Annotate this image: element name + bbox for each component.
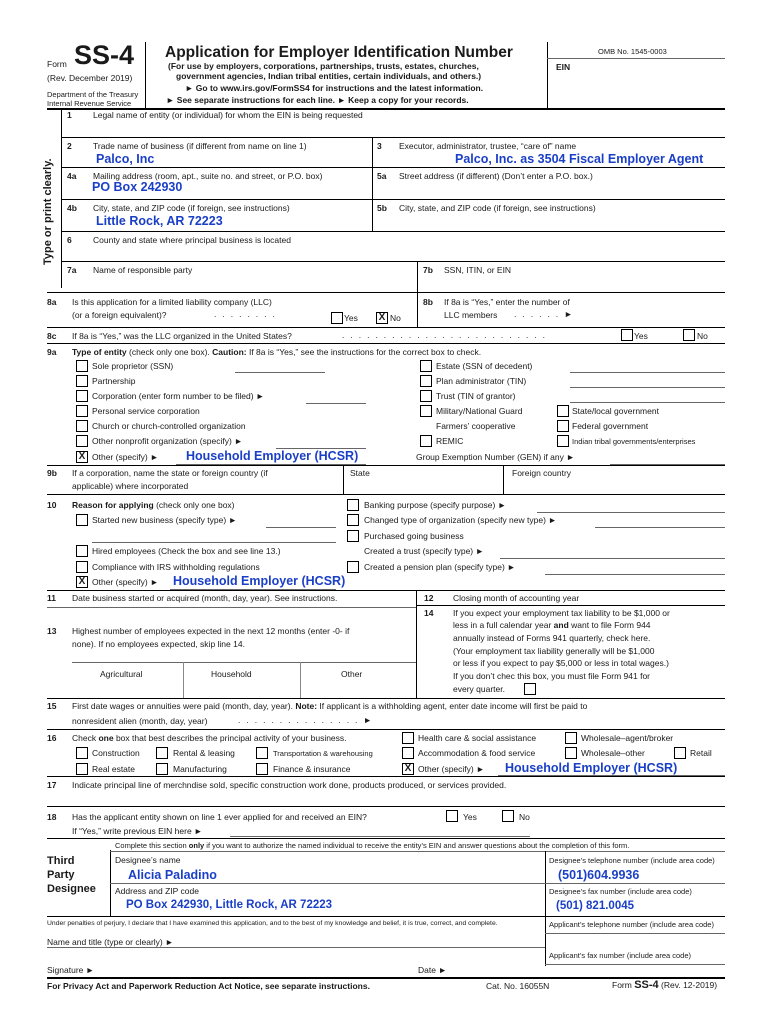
line-2-number: 2 — [67, 141, 72, 151]
third-party-label-1: Third — [47, 855, 75, 867]
care-of-value[interactable]: Palco, Inc. as 3504 Fiscal Employer Agent — [455, 152, 704, 166]
changed-type-label: Changed type of organization (specify new type) ► — [364, 515, 557, 525]
designee-name-label: Designee’s name — [115, 855, 181, 865]
line-10-number: 10 — [47, 500, 57, 510]
line-4b-number: 4b — [67, 203, 77, 213]
state-local-checkbox[interactable] — [557, 405, 569, 417]
8c-no-label: No — [697, 331, 708, 341]
line-14-text-2: less in a full calendar year and want to file Form 944 — [453, 620, 651, 630]
applicant-phone-label: Applicant’s telephone number (include area code) — [549, 920, 714, 929]
estate-label: Estate (SSN of decedent) — [436, 361, 533, 371]
line-4a-label: Mailing address (room, apt., suite no. and street, or P.O. box) — [93, 171, 323, 181]
line-8a-label-2: (or a foreign equivalent)? — [72, 310, 167, 320]
military-checkbox[interactable] — [420, 405, 432, 417]
banking-label: Banking purpose (specify purpose) ► — [364, 500, 507, 510]
trust-label: Trust (TIN of grantor) — [436, 391, 516, 401]
line-8a-number: 8a — [47, 297, 57, 307]
third-party-intro: Complete this section only if you want to authorize the named individual to receive the entity’s EIN and answer questions about the completion of this form. — [115, 841, 630, 850]
line-6-number: 6 — [67, 235, 72, 245]
rental-checkbox[interactable] — [156, 747, 168, 759]
line-3-label: Executor, administrator, trustee, “care of” name — [399, 141, 577, 151]
line-18-number: 18 — [47, 812, 57, 822]
real-estate-checkbox[interactable] — [76, 763, 88, 775]
footer-form-ref: Form SS-4 (Rev. 12-2019) — [612, 979, 718, 991]
omb-number: OMB No. 1545-0003 — [598, 47, 667, 56]
hired-employees-checkbox[interactable] — [76, 545, 88, 557]
line-10-label: Reason for applying (check only one box) — [72, 500, 235, 510]
form-label: Form — [47, 59, 67, 69]
real-estate-label: Real estate — [92, 764, 135, 774]
18-yes-label: Yes — [463, 812, 477, 822]
line-14-text-3: annually instead of Forms 941 quarterly, check here. — [453, 633, 651, 643]
nonprofit-checkbox[interactable] — [76, 435, 88, 447]
transportation-label: Transportation & warehousing — [273, 749, 373, 758]
remic-label: REMIC — [436, 436, 464, 446]
line-9b-number: 9b — [47, 468, 57, 478]
purchased-label: Purchased going business — [364, 531, 464, 541]
line-4b-label: City, state, and ZIP code (if foreign, see instructions) — [93, 203, 290, 213]
pension-label: Created a pension plan (specify type) ► — [364, 562, 516, 572]
church-label: Church or church-controlled organization — [92, 421, 246, 431]
8c-yes-checkbox[interactable] — [621, 329, 633, 341]
line-8b-number: 8b — [423, 297, 433, 307]
rev-date: (Rev. December 2019) — [47, 73, 133, 83]
accommodation-checkbox[interactable] — [402, 747, 414, 759]
wholesale-agent-checkbox[interactable] — [565, 732, 577, 744]
trust-checkbox[interactable] — [420, 390, 432, 402]
18-yes-checkbox[interactable] — [446, 810, 458, 822]
compliance-checkbox[interactable] — [76, 561, 88, 573]
finance-checkbox[interactable] — [256, 763, 268, 775]
other-entity-checkbox[interactable]: X — [76, 451, 88, 463]
church-checkbox[interactable] — [76, 420, 88, 432]
pension-checkbox[interactable] — [347, 561, 359, 573]
ein-label: EIN — [556, 62, 571, 72]
indian-tribal-checkbox[interactable] — [557, 435, 569, 447]
designee-address-value[interactable]: PO Box 242930, Little Rock, AR 72223 — [126, 899, 333, 911]
wholesale-agent-label: Wholesale–agent/broker — [581, 733, 674, 743]
line-9a-label: Type of entity (check only one box). Caution: If 8a is “Yes,” see the instructions for the correct box to check. — [72, 347, 482, 357]
other-activity-label: Other (specify) ► — [418, 764, 485, 774]
line-12-number: 12 — [424, 593, 434, 603]
manufacturing-label: Manufacturing — [173, 764, 227, 774]
dept-treasury: Department of the Treasury — [47, 90, 139, 99]
trade-name-value[interactable]: Palco, Inc — [96, 152, 155, 166]
line-15-number: 15 — [47, 701, 57, 711]
purchased-checkbox[interactable] — [347, 530, 359, 542]
line-13-label-2: none). If no employees expected, skip line 14. — [72, 639, 245, 649]
line-14-text-7: every quarter. — [453, 684, 505, 694]
psc-checkbox[interactable] — [76, 405, 88, 417]
line-18-label-2: If “Yes,” write previous EIN here ► — [72, 826, 203, 836]
line-1-number: 1 — [67, 110, 72, 120]
federal-checkbox[interactable] — [557, 420, 569, 432]
line-5a-number: 5a — [377, 171, 387, 181]
plan-admin-label: Plan administrator (TIN) — [436, 376, 527, 386]
state-local-label: State/local government — [572, 406, 659, 416]
wholesale-other-label: Wholesale–other — [581, 748, 645, 758]
line-14-text-5: or less if you expect to pay $5,000 or less in total wages.) — [453, 658, 669, 668]
line-5b-number: 5b — [377, 203, 387, 213]
corporation-label: Corporation (enter form number to be filed) ► — [92, 391, 265, 401]
line-8c-label: If 8a is “Yes,” was the LLC organized in the United States? — [72, 331, 292, 341]
started-business-checkbox[interactable] — [76, 514, 88, 526]
line-18-label-1: Has the applicant entity shown on line 1 ever applied for and received an EIN? — [72, 812, 367, 822]
designee-address-label: Address and ZIP code — [115, 886, 199, 896]
designee-fax-value[interactable]: (501) 821.0045 — [556, 900, 635, 912]
designee-phone-label: Designee’s telephone number (include area code) — [549, 856, 715, 865]
perjury-statement: Under penalties of perjury, I declare that I have examined this application, and to the best of my knowledge and belief, it is true, correct, and complete. — [47, 920, 498, 927]
subtitle-4: ► See separate instructions for each line. ► Keep a copy for your records. — [166, 95, 469, 105]
agricultural-label: Agricultural — [100, 669, 143, 679]
cat-number: Cat. No. 16055N — [486, 981, 550, 991]
line-12-label: Closing month of accounting year — [453, 593, 580, 603]
line-11-number: 11 — [47, 593, 56, 603]
line-14-number: 14 — [424, 608, 434, 618]
line-14-text-1: If you expect your employment tax liability to be $1,000 or — [453, 608, 670, 618]
manufacturing-checkbox[interactable] — [156, 763, 168, 775]
line-9b-label-2: applicable) where incorporated — [72, 481, 189, 491]
line-13-label-1: Highest number of employees expected in the next 12 months (enter -0- if — [72, 626, 350, 636]
form-number: SS-4 — [74, 40, 135, 70]
line-16-number: 16 — [47, 733, 57, 743]
partnership-checkbox[interactable] — [76, 375, 88, 387]
other-reason-checkbox[interactable]: X — [76, 576, 88, 588]
reason-other-value[interactable]: Household Employer (HCSR) — [173, 574, 346, 588]
line-5a-label: Street address (if different) (Don’t enter a P.O. box.) — [399, 171, 593, 181]
line-17-label: Indicate principal line of merchndise sold, specific construction work done, products produced, or services provided. — [72, 780, 507, 790]
foreign-country-label: Foreign country — [512, 468, 572, 478]
line-11-label: Date business started or acquired (month, day, year). See instructions. — [72, 593, 338, 603]
8c-yes-label: Yes — [634, 331, 648, 341]
line-13-number: 13 — [47, 626, 57, 636]
line-9b-label-1: If a corporation, name the state or foreign country (if — [72, 468, 268, 478]
line-2-label: Trade name of business (if different from name on line 1) — [93, 141, 307, 151]
line-8c-number: 8c — [47, 331, 57, 341]
8a-yes-label: Yes — [344, 313, 358, 323]
line-16-label: Check one box that best describes the principal activity of your business. — [72, 733, 347, 743]
started-business-label: Started new business (specify type) ► — [92, 515, 237, 525]
line-8a-leader: ........ — [214, 309, 281, 319]
health-care-label: Health care & social assistance — [418, 733, 537, 743]
mailing-address-value[interactable]: PO Box 242930 — [92, 180, 183, 194]
type-or-print-label: Type or print clearly. — [42, 158, 54, 265]
state-label: State — [350, 468, 370, 478]
applicant-fax-label: Applicant’s fax number (include area code) — [549, 951, 692, 960]
18-no-checkbox[interactable] — [502, 810, 514, 822]
designee-name-value[interactable]: Alicia Paladino — [128, 868, 217, 882]
accommodation-label: Accommodation & food service — [418, 748, 536, 758]
activity-other-value[interactable]: Household Employer (HCSR) — [505, 761, 678, 775]
other-entity-label: Other (specify) ► — [92, 452, 159, 462]
designee-fax-label: Designee’s fax number (include area code) — [549, 887, 692, 896]
banking-checkbox[interactable] — [347, 499, 359, 511]
transportation-checkbox[interactable] — [256, 747, 268, 759]
other-activity-checkbox[interactable]: X — [402, 763, 414, 775]
subtitle-3: ► Go to www.irs.gov/FormSS4 for instructions and the latest information. — [185, 83, 484, 93]
designee-phone-value[interactable]: (501)604.9936 — [558, 868, 640, 882]
form-944-checkbox[interactable] — [524, 683, 536, 695]
line-4a-number: 4a — [67, 171, 77, 181]
rental-label: Rental & leasing — [173, 748, 235, 758]
construction-label: Construction — [92, 748, 140, 758]
line-7a-label: Name of responsible party — [93, 265, 193, 275]
line-7b-label: SSN, ITIN, or EIN — [444, 265, 512, 275]
indian-tribal-label: Indian tribal governments/enterprises — [572, 437, 696, 446]
third-party-label-3: Designee — [47, 883, 96, 895]
farmers-coop-label: Farmers’ cooperative — [436, 421, 516, 431]
line-17-number: 17 — [47, 780, 57, 790]
line-8b-leader: ......► — [514, 309, 579, 319]
line-8c-leader: ......................... — [342, 330, 552, 340]
hired-employees-label: Hired employees (Check the box and see line 13.) — [92, 546, 281, 556]
line-9a-number: 9a — [47, 347, 57, 357]
8a-no-label: No — [390, 313, 401, 323]
subtitle-2: government agencies, Indian tribal entities, certain individuals, and others.) — [176, 71, 482, 81]
other-employees-label: Other — [341, 669, 363, 679]
created-trust-label: Created a trust (specify type) ► — [364, 546, 484, 556]
partnership-label: Partnership — [92, 376, 136, 386]
line-6-label: County and state where principal business is located — [93, 235, 291, 245]
wholesale-other-checkbox[interactable] — [565, 747, 577, 759]
line-8b-label-1: If 8a is “Yes,” enter the number of — [444, 297, 570, 307]
form-title: Application for Employer Identification Number — [165, 44, 513, 61]
line-15-leader: ...............► — [238, 715, 378, 725]
8a-no-checkbox[interactable]: X — [376, 312, 388, 324]
third-party-label-2: Party — [47, 869, 75, 881]
federal-label: Federal government — [572, 421, 649, 431]
retail-checkbox[interactable] — [674, 747, 686, 759]
remic-checkbox[interactable] — [420, 435, 432, 447]
subtitle-1: (For use by employers, corporations, partnerships, trusts, estates, churches, — [168, 61, 479, 71]
8c-no-checkbox[interactable] — [683, 329, 695, 341]
sole-proprietor-label: Sole proprietor (SSN) — [92, 361, 174, 371]
health-care-checkbox[interactable] — [402, 732, 414, 744]
changed-type-checkbox[interactable] — [347, 514, 359, 526]
line-3-number: 3 — [377, 141, 382, 151]
compliance-label: Compliance with IRS withholding regulations — [92, 562, 260, 572]
18-no-label: No — [519, 812, 530, 822]
date-label: Date ► — [418, 965, 447, 975]
line-5b-label: City, state, and ZIP code (if foreign, see instructions) — [399, 203, 596, 213]
household-label: Household — [211, 669, 252, 679]
line-7a-number: 7a — [67, 265, 77, 275]
finance-label: Finance & insurance — [273, 764, 351, 774]
line-14-text-4: (Your employment tax liability generally will be $1,000 — [453, 646, 655, 656]
8a-yes-checkbox[interactable] — [331, 312, 343, 324]
retail-label: Retail — [690, 748, 712, 758]
other-reason-label: Other (specify) ► — [92, 577, 159, 587]
plan-admin-checkbox[interactable] — [420, 375, 432, 387]
privacy-notice: For Privacy Act and Paperwork Reduction Act Notice, see separate instructions. — [47, 981, 370, 991]
estate-checkbox[interactable] — [420, 360, 432, 372]
line-8a-label-1: Is this application for a limited liability company (LLC) — [72, 297, 272, 307]
construction-checkbox[interactable] — [76, 747, 88, 759]
military-label: Military/National Guard — [436, 406, 523, 416]
dept-irs: Internal Revenue Service — [47, 99, 132, 108]
line-15-label-2: nonresident alien (month, day, year) — [72, 716, 208, 726]
nonprofit-label: Other nonprofit organization (specify) ► — [92, 436, 243, 446]
corporation-checkbox[interactable] — [76, 390, 88, 402]
line-8b-label-2: LLC members — [444, 310, 498, 320]
name-title-label: Name and title (type or clearly) ► — [47, 937, 174, 947]
line-1-label: Legal name of entity (or individual) for whom the EIN is being requested — [93, 110, 363, 120]
signature-label: Signature ► — [47, 965, 95, 975]
city-value[interactable]: Little Rock, AR 72223 — [96, 214, 223, 228]
sole-proprietor-checkbox[interactable] — [76, 360, 88, 372]
psc-label: Personal service corporation — [92, 406, 200, 416]
line-15-label-1: First date wages or annuities were paid (month, day, year). Note: If applicant is a withholding agent, enter date income will first be paid to — [72, 701, 588, 711]
line-14-text-6: If you don’t chec this box, you must file Form 941 for — [453, 671, 651, 681]
gen-label: Group Exemption Number (GEN) if any ► — [416, 452, 575, 462]
entity-other-value[interactable]: Household Employer (HCSR) — [186, 449, 359, 463]
line-7b-number: 7b — [423, 265, 433, 275]
